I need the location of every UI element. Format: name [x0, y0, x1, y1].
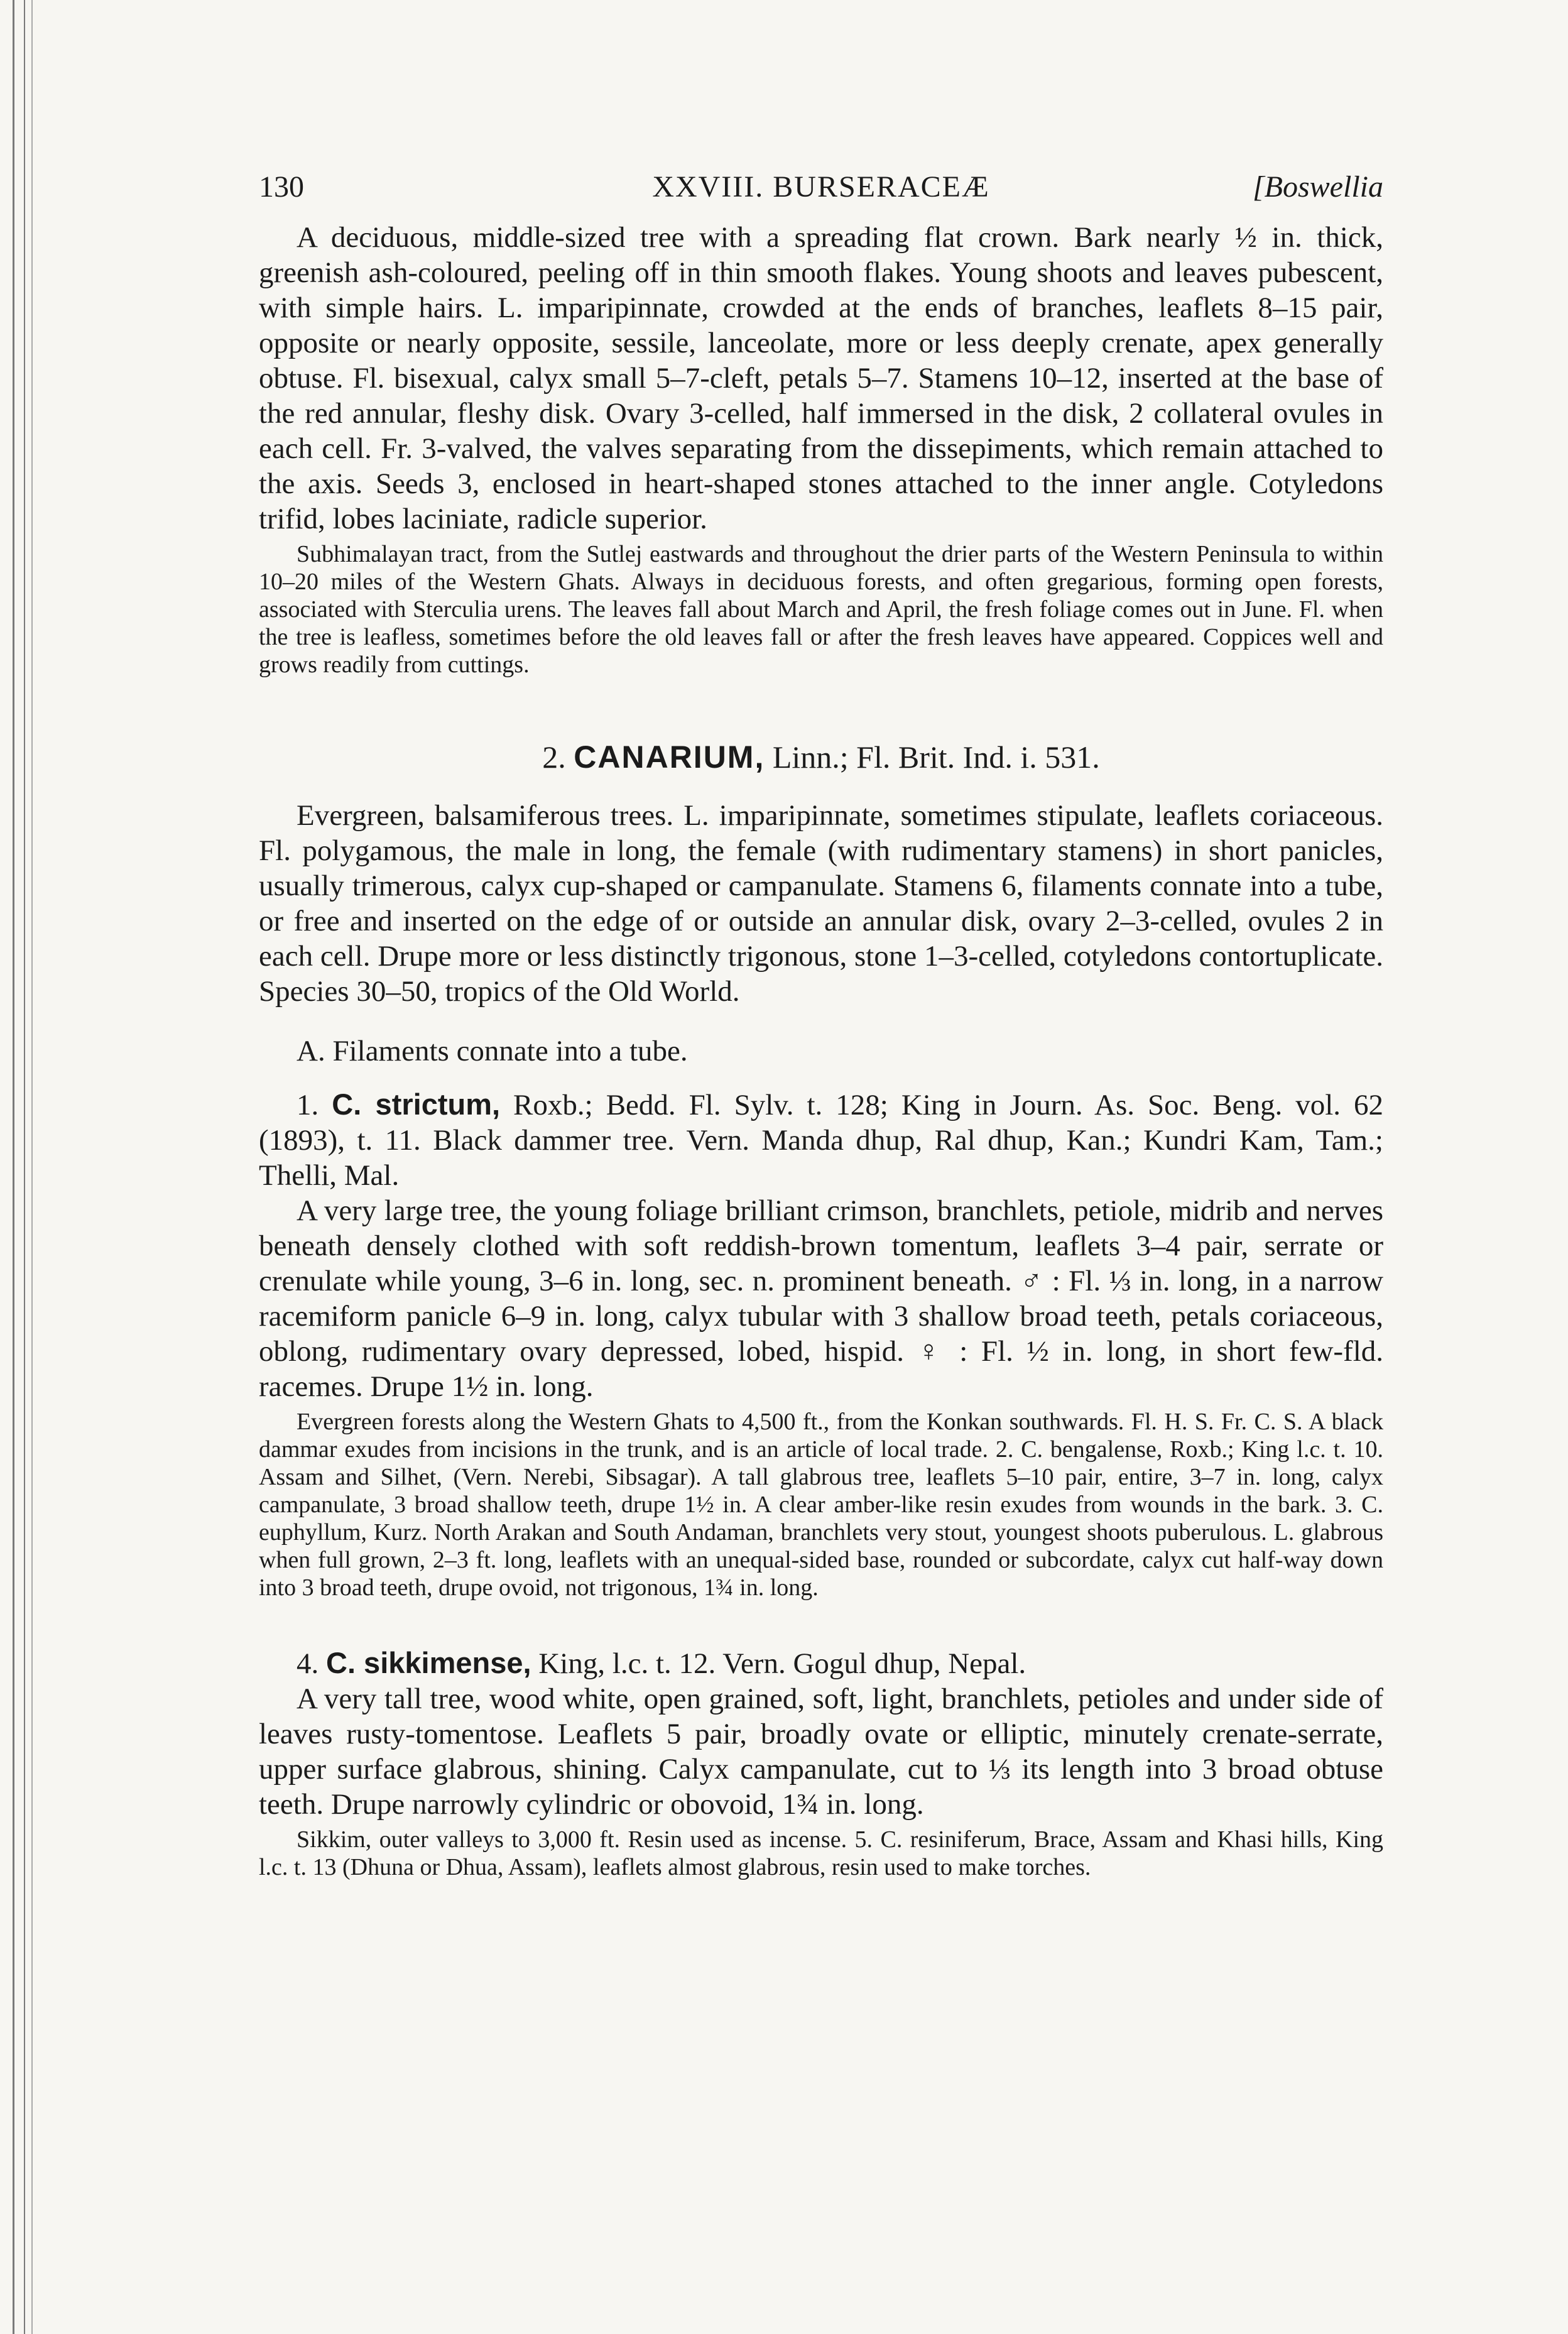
species-number: 4.: [297, 1647, 319, 1680]
species-description: A very tall tree, wood white, open grained, soft, light, branchlets, petioles and under side of leaves rusty-tomentose. Leaflets 5 pair, broadly ovate or elliptic, minutely crenate-serrate, upper surface glabrous, shining. Calyx campanulate, cut to ⅓ its length into 3 broad obtuse teeth. Drupe narrowly cylindric or obovoid, 1¾ in. long.: [259, 1682, 1383, 1821]
binding-line: [13, 0, 14, 2334]
family-title: XXVIII. BURSERACEÆ: [652, 170, 990, 204]
running-title: [Boswellia: [1252, 170, 1383, 204]
species-name: C. strictum,: [332, 1088, 501, 1121]
boswellia-notes: Subhimalayan tract, from the Sutlej eastwards and throughout the drier parts of the Western Peninsula to within 10–20 miles of the Western Ghats. Always in deciduous forests, and often gregarious, forming open forests, associated with Sterculia urens. The leaves fall about March and April, the fresh foliage comes out in June. Fl. when the tree is leafless, sometimes before the old leaves fall or after the fresh leaves have appeared. Coppices well and grows readily from cuttings.: [259, 541, 1383, 678]
genus-number: 2.: [542, 739, 566, 775]
genus-authority: Linn.; Fl. Brit. Ind. i. 531.: [772, 739, 1100, 775]
species-citation: Roxb.; Bedd. Fl. Sylv. t. 128; King in Journ. As. Soc. Beng. vol. 62 (1893), t. 11. Black dammer tree. Vern. Manda dhup, Ral dhup, Kan.; Kundri Kam, Tam.; Thelli, Mal.: [259, 1089, 1384, 1192]
species-citation: King, l.c. t. 12. Vern. Gogul dhup, Nepal.: [538, 1647, 1026, 1680]
species-description: A very large tree, the young foliage brilliant crimson, branchlets, petiole, midrib and nerves beneath densely clothed with soft reddish-brown tomentum, leaflets 3–4 pair, serrate or crenulate while young, 3–6 in. long, sec. n. prominent beneath. ♂ : Fl. ⅓ in. long, in a narrow racemiform panicle 6–9 in. long, calyx tubular with 3 shallow broad teeth, petals coriaceous, oblong, rudimentary ovary depressed, lobed, hispid. ♀ : Fl. ½ in. long, in short few-fld. racemes. Drupe 1½ in. long.: [259, 1194, 1383, 1403]
species-entry: [259, 1645, 1383, 1681]
species-entry: [259, 1087, 1383, 1193]
boswellia-description: A deciduous, middle-sized tree with a spreading flat crown. Bark nearly ½ in. thick, greenish ash-coloured, peeling off in thin smooth flakes. Young shoots and leaves pubescent, with simple hairs. L. imparipinnate, crowded at the ends of branches, leaflets 8–15 pair, opposite or nearly opposite, sessile, lanceolate, more or less deeply crenate, apex generally obtuse. Fl. bisexual, calyx small 5–7-cleft, petals 5–7. Stamens 10–12, inserted at the base of the red annular, fleshy disk. Ovary 3-celled, half immersed in the disk, 2 collateral ovules in each cell. Fr. 3-valved, the valves separating from the dissepiments, which remain attached to the axis. Seeds 3, enclosed in heart-shaped stones attached to the inner angle. Cotyledons trifid, lobes laciniate, radicle superior.: [259, 221, 1383, 535]
genus-description: Evergreen, balsamiferous trees. L. imparipinnate, sometimes stipulate, leaflets coriaceous. Fl. polygamous, the male in long, the female (with rudimentary stamens) in short panicles, usually trimerous, calyx cup-shaped or campanulate. Stamens 6, filaments connate into a tube, or free and inserted on the edge of or outside an annular disk, ovary 2–3-celled, ovules 2 in each cell. Drupe more or less distinctly trigonous, stone 1–3-celled, cotyledons contortuplicate. Species 30–50, tropics of the Old World.: [259, 799, 1383, 1008]
species-notes: Evergreen forests along the Western Ghats to 4,500 ft., from the Konkan southwards. Fl. H. S. Fr. C. S. A black dammar exudes from incisions in the trunk, and is an article of local trade. 2. C. bengalense, Roxb.; King l.c. t. 10. Assam and Silhet, (Vern. Nerebi, Sibsagar). A tall glabrous tree, leaflets 5–10 pair, entire, 3–7 in. long, calyx campanulate, 3 broad shallow teeth, drupe 1½ in. A clear amber-like resin exudes from wounds in the bark. 3. C. euphyllum, Kurz. North Arakan and South Andaman, branchlets very stout, youngest shoots puberulous. L. glabrous when full grown, 2–3 ft. long, leaflets with an unequal-sided base, rounded or subcordate, calyx cut half-way down into 3 broad teeth, drupe ovoid, not trigonous, 1¾ in. long.: [259, 1409, 1383, 1601]
page: [259, 170, 1383, 1881]
species-notes: Sikkim, outer valleys to 3,000 ft. Resin used as incense. 5. C. resiniferum, Brace, Assam and Khasi hills, King l.c. t. 13 (Dhuna or Dhua, Assam), leaflets almost glabrous, resin used to make torches.: [259, 1826, 1383, 1880]
genus-heading: [259, 739, 1383, 775]
species-number: 1.: [297, 1089, 319, 1121]
genus-name: CANARIUM,: [574, 739, 765, 775]
key-heading: A. Filaments connate into a tube.: [297, 1035, 688, 1067]
species-name: C. sikkimense,: [326, 1646, 531, 1679]
binding-line: [31, 0, 33, 2334]
page-number: 130: [259, 170, 304, 204]
page-header: [259, 170, 1383, 220]
binding-line: [24, 0, 25, 2334]
